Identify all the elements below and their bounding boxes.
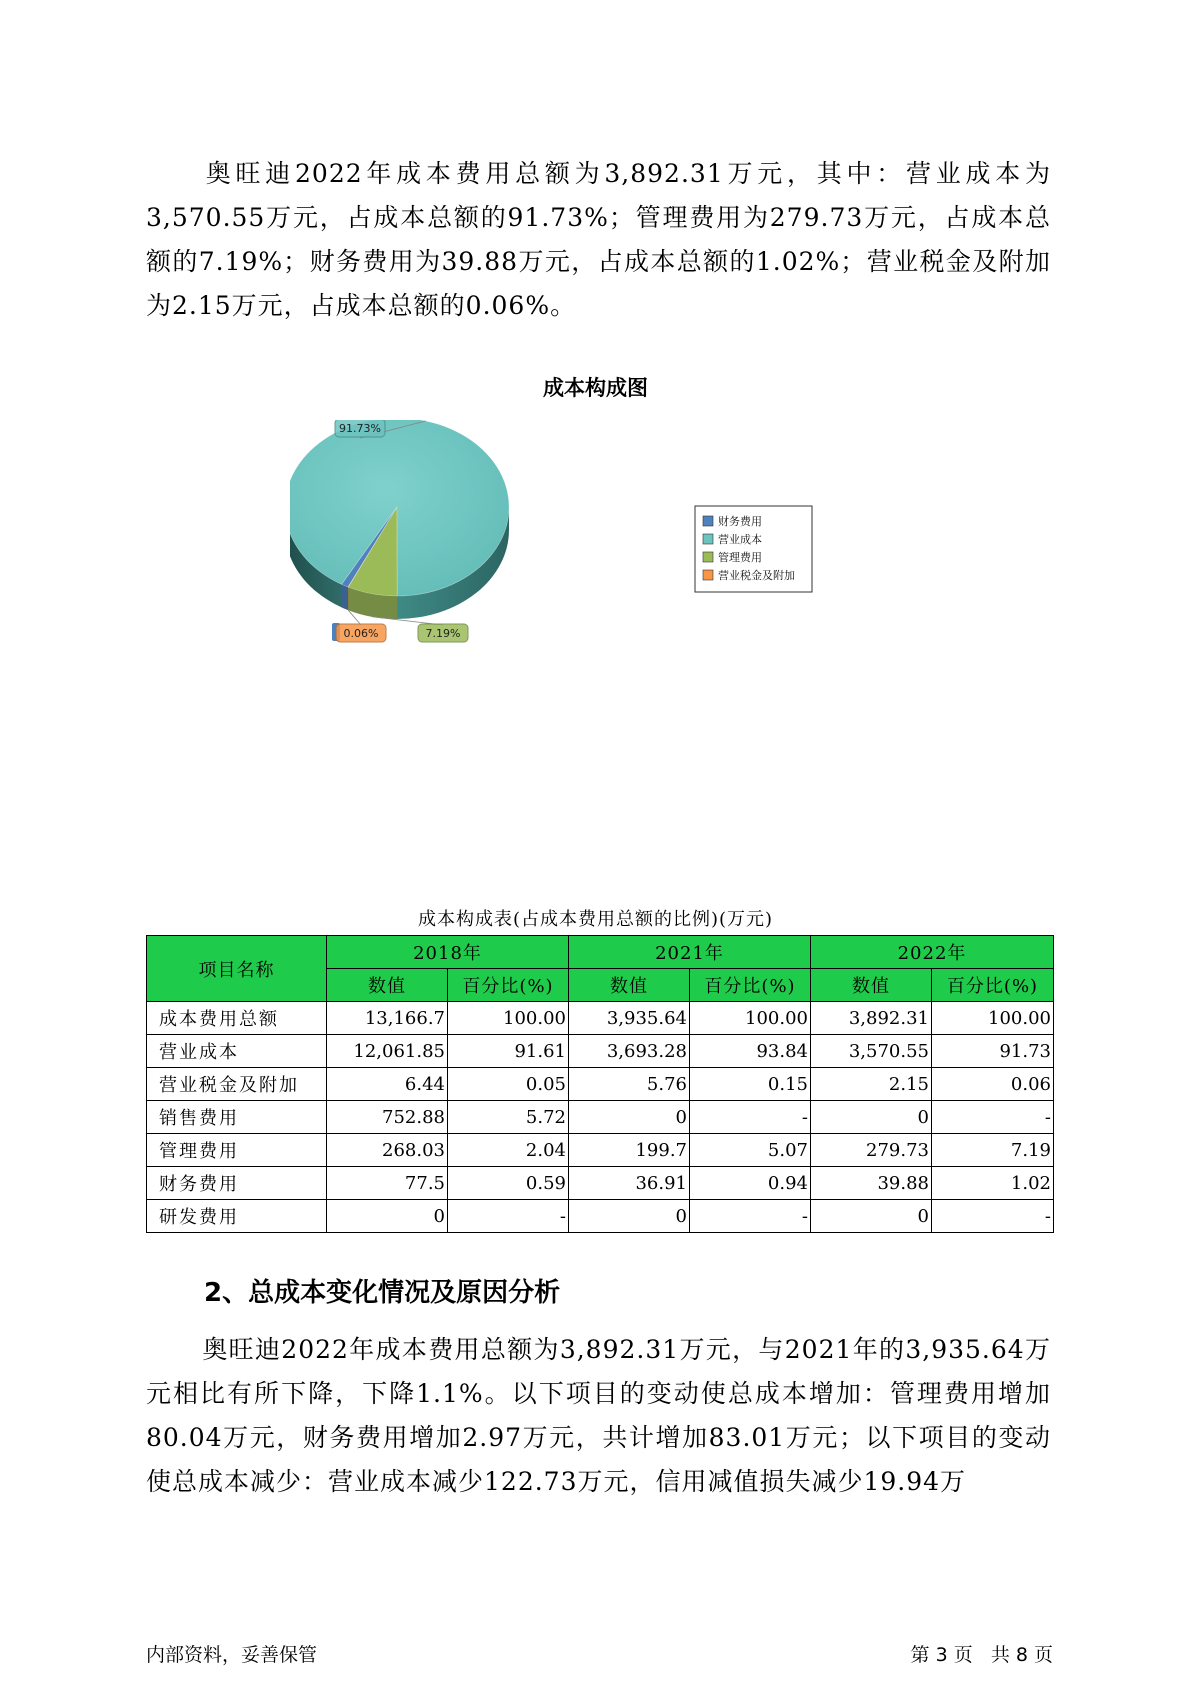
row-label: 财务费用 <box>147 1167 327 1200</box>
percent-cell: 2.04 <box>448 1134 569 1167</box>
value-cell: 2.15 <box>811 1068 932 1101</box>
chart-title: 成本构成图 <box>543 376 648 400</box>
percent-cell: - <box>690 1101 811 1134</box>
intro-paragraph-text: 奥旺迪2022年成本费用总额为3,892.31万元，其中：营业成本为3,570.55万元，占成本总额的91.73%；管理费用为279.73万元，占成本总额的7.19%；财务费用为39.88万元，占成本总额的1.02%；营业税金及附加为2.15万元，占成本总额的0.06%。 <box>146 159 1051 320</box>
legend-swatch <box>703 516 713 526</box>
value-header: 数值 <box>811 969 932 1002</box>
pie-group <box>290 420 509 619</box>
percent-cell: 93.84 <box>690 1035 811 1068</box>
value-cell: 3,570.55 <box>811 1035 932 1068</box>
intro-paragraph <box>146 152 1051 328</box>
pie-side-segment <box>342 584 348 610</box>
value-cell: 279.73 <box>811 1134 932 1167</box>
legend-swatch <box>703 570 713 580</box>
value-cell: 77.5 <box>327 1167 448 1200</box>
pie-slice-1 <box>290 420 509 596</box>
section-heading: 2、总成本变化情况及原因分析 <box>204 1278 561 1308</box>
value-cell: 0 <box>811 1200 932 1233</box>
data-label-text: 91.73% <box>339 422 381 435</box>
footer-page-number: 第 3 页 共 8 页 <box>910 1644 1053 1666</box>
percent-cell: 91.73 <box>932 1035 1054 1068</box>
value-cell: 39.88 <box>811 1167 932 1200</box>
value-cell: 6.44 <box>327 1068 448 1101</box>
legend-label: 营业税金及附加 <box>718 569 795 582</box>
percent-cell: - <box>448 1200 569 1233</box>
percent-cell: - <box>690 1200 811 1233</box>
percent-cell: 0.05 <box>448 1068 569 1101</box>
value-cell: 13,166.7 <box>327 1002 448 1035</box>
row-label: 研发费用 <box>147 1200 327 1233</box>
row-label: 营业成本 <box>147 1035 327 1068</box>
cost-composition-table <box>146 935 1054 1233</box>
analysis-paragraph-text: 奥旺迪2022年成本费用总额为3,892.31万元，与2021年的3,935.64万元相比有所下降，下降1.1%。以下项目的变动使总成本增加：管理费用增加80.04万元，财务费用增加2.97万元，共计增加83.01万元；以下项目的变动使总成本减少：营业成本减少122.73万元，信用减值损失减少19.94万 <box>146 1335 1051 1496</box>
percent-cell: 91.61 <box>448 1035 569 1068</box>
year-header-2018: 2018年 <box>327 936 569 969</box>
legend-label: 财务费用 <box>718 515 762 528</box>
table-row <box>147 1035 1054 1068</box>
legend-swatch <box>703 534 713 544</box>
value-header: 数值 <box>327 969 448 1002</box>
percent-cell: 5.72 <box>448 1101 569 1134</box>
value-cell: 0 <box>569 1200 690 1233</box>
row-label: 销售费用 <box>147 1101 327 1134</box>
value-cell: 268.03 <box>327 1134 448 1167</box>
value-cell: 12,061.85 <box>327 1035 448 1068</box>
table-row <box>147 1101 1054 1134</box>
legend-label: 营业成本 <box>718 533 762 546</box>
value-cell: 0 <box>811 1101 932 1134</box>
percent-cell: 0.94 <box>690 1167 811 1200</box>
value-cell: 5.76 <box>569 1068 690 1101</box>
value-header: 数值 <box>569 969 690 1002</box>
value-cell: 199.7 <box>569 1134 690 1167</box>
percent-cell: 7.19 <box>932 1134 1054 1167</box>
table-row <box>147 1068 1054 1101</box>
table-body <box>147 1002 1054 1233</box>
data-label-text: 0.06% <box>343 627 379 640</box>
table-row <box>147 1167 1054 1200</box>
percent-cell: 0.59 <box>448 1167 569 1200</box>
percent-cell: 5.07 <box>690 1134 811 1167</box>
row-label: 营业税金及附加 <box>147 1068 327 1101</box>
year-header-2022: 2022年 <box>811 936 1054 969</box>
table-caption: 成本构成表(占成本费用总额的比例)(万元) <box>417 909 774 930</box>
row-label: 成本费用总额 <box>147 1002 327 1035</box>
value-cell: 0 <box>327 1200 448 1233</box>
percent-cell: 100.00 <box>932 1002 1054 1035</box>
percent-cell: 1.02 <box>932 1167 1054 1200</box>
value-cell: 752.88 <box>327 1101 448 1134</box>
table-row <box>147 1134 1054 1167</box>
percent-cell: - <box>932 1101 1054 1134</box>
percent-cell: 100.00 <box>448 1002 569 1035</box>
analysis-paragraph <box>146 1328 1051 1504</box>
percent-header: 百分比(%) <box>932 969 1054 1002</box>
legend-swatch <box>703 552 713 562</box>
year-header-2021: 2021年 <box>569 936 811 969</box>
value-cell: 3,892.31 <box>811 1002 932 1035</box>
chart-legend <box>695 506 812 592</box>
footer-confidential-note: 内部资料，妥善保管 <box>146 1644 318 1666</box>
value-cell: 36.91 <box>569 1167 690 1200</box>
cost-composition-pie-chart <box>290 420 890 720</box>
table-row <box>147 1002 1054 1035</box>
item-name-header: 项目名称 <box>147 936 327 1002</box>
table-row <box>147 1200 1054 1233</box>
percent-cell: - <box>932 1200 1054 1233</box>
table-header-row-years <box>147 936 1054 969</box>
percent-cell: 0.15 <box>690 1068 811 1101</box>
percent-header: 百分比(%) <box>448 969 569 1002</box>
percent-cell: 0.06 <box>932 1068 1054 1101</box>
row-label: 管理费用 <box>147 1134 327 1167</box>
percent-header: 百分比(%) <box>690 969 811 1002</box>
legend-label: 管理费用 <box>718 551 762 564</box>
percent-cell: 100.00 <box>690 1002 811 1035</box>
value-cell: 3,935.64 <box>569 1002 690 1035</box>
value-cell: 3,693.28 <box>569 1035 690 1068</box>
value-cell: 0 <box>569 1101 690 1134</box>
data-label-text: 7.19% <box>425 627 461 640</box>
